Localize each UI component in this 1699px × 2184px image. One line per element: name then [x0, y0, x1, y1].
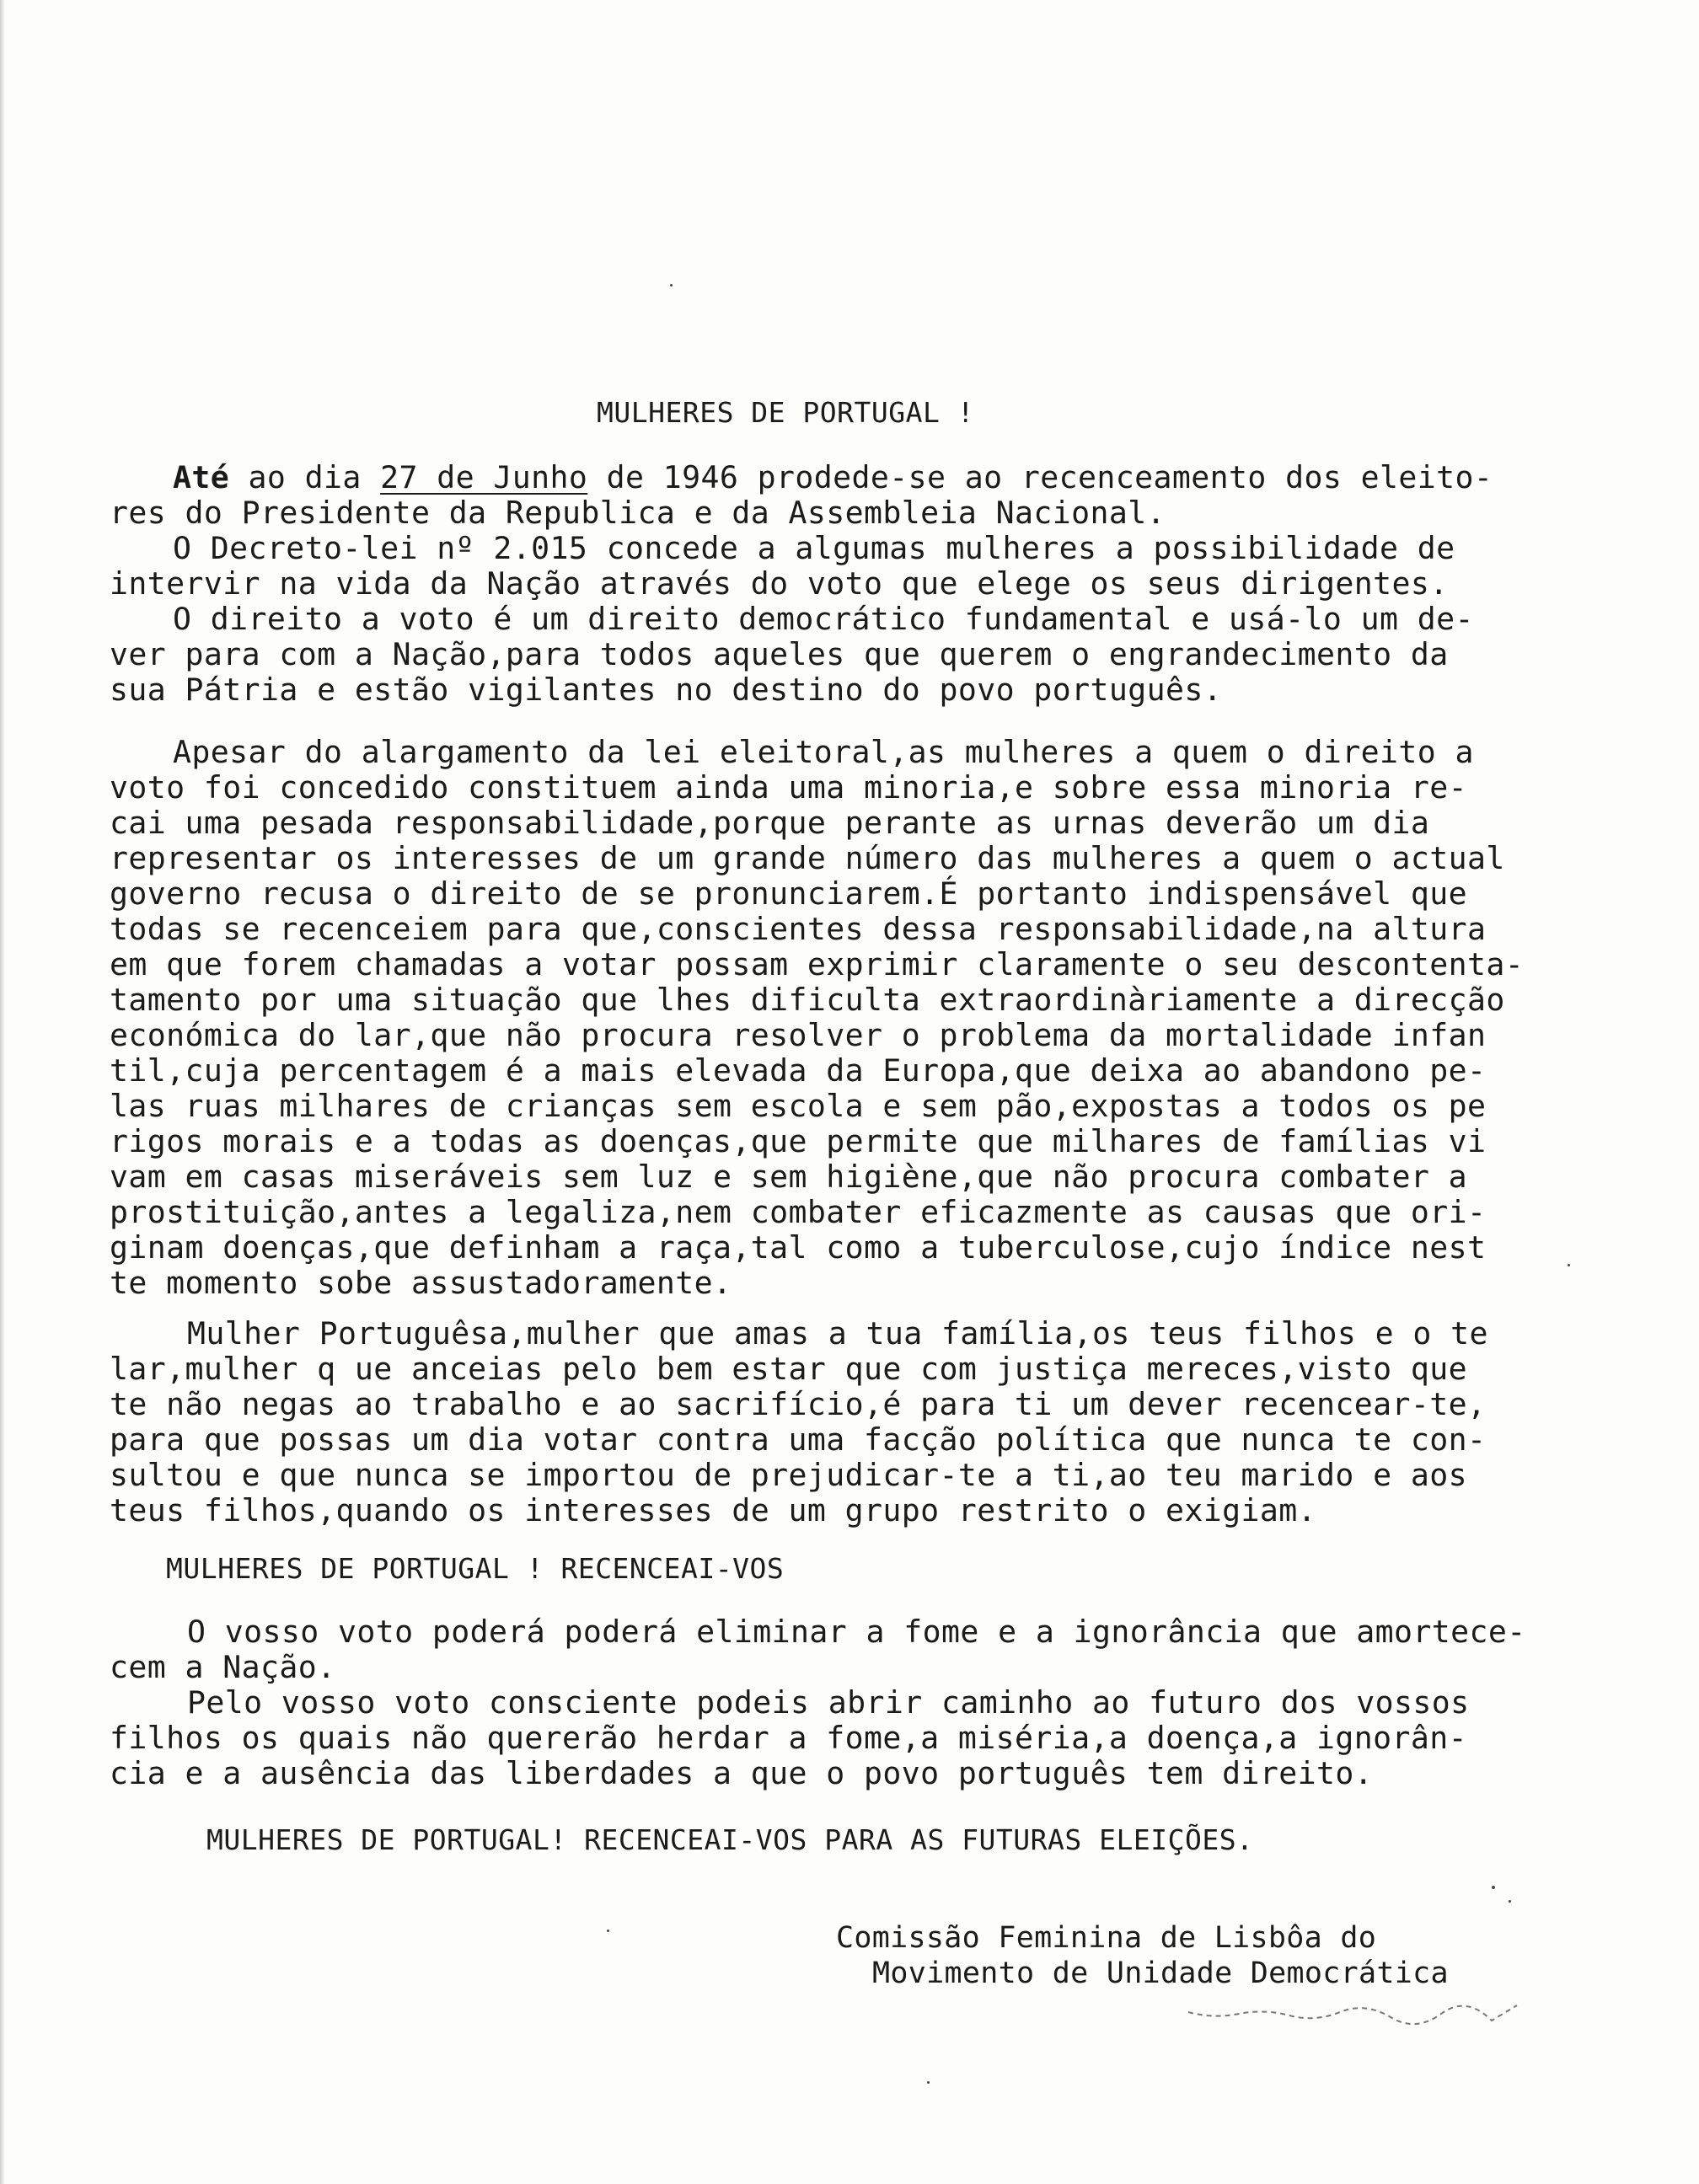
scan-speck	[607, 1930, 609, 1932]
scan-speck	[927, 2081, 930, 2084]
text-line: filhos os quais não quererão herdar a fome,a miséria,a doença,a ignorân-	[110, 1720, 1467, 1756]
text-line: Apesar do alargamento da lei eleitoral,as mulheres a quem o direito a	[173, 734, 1474, 770]
text-line: voto foi concedido constituem ainda uma minoria,e sobre essa minoria re-	[110, 769, 1467, 806]
date-underlined: 27 de Junho	[380, 459, 588, 495]
text-line: ver para com a Nação,para todos aqueles que querem o engrandecimento da	[110, 636, 1449, 672]
text-line: para que possas um dia votar contra uma facção política que nunca te con-	[110, 1421, 1487, 1458]
text-line: cem a Nação.	[110, 1649, 336, 1685]
text-line: todas se recenceiem para que,conscientes dessa responsabilidade,na altura	[110, 911, 1487, 947]
text-line: cai uma pesada responsabilidade,porque perante as urnas deverão um dia	[110, 805, 1430, 841]
text-line: ginam doenças,que definham a raça,tal como a tuberculose,cujo índice nest	[110, 1229, 1487, 1266]
text-line: te momento sobe assustadoramente.	[110, 1265, 732, 1301]
document-title: MULHERES DE PORTUGAL !	[597, 396, 975, 429]
text-line: tamento por uma situação que lhes dificulta extraordinàriamente a direcção	[110, 982, 1505, 1018]
text-line: vam em casas miseráveis sem luz e sem higiène,que não procura combater a	[110, 1159, 1467, 1195]
text-line: económica do lar,que não procura resolver o problema da mortalidade infan	[110, 1017, 1487, 1053]
signature-scribble	[1180, 1995, 1534, 2029]
text-line: O Decreto-lei nº 2.015 concede a algumas mulheres a possibilidade de	[173, 530, 1455, 566]
text-line: til,cuja percentagem é a mais elevada da Europa,que deixa ao abandono pe-	[110, 1052, 1487, 1089]
text-line: O direito a voto é um direito democrático fundamental e usá-lo um de-	[173, 601, 1474, 637]
text-line: Pelo vosso voto consciente podeis abrir caminho ao futuro dos vossos	[187, 1684, 1470, 1721]
text-line: em que forem chamadas a votar possam exprimir claramente o seu descontenta-	[110, 946, 1525, 982]
text-line: sua Pátria e estão vigilantes no destino do povo português.	[110, 672, 1223, 708]
scan-speck	[1509, 1900, 1511, 1903]
text-line: O vosso voto poderá poderá eliminar a fome e a ignorância que amortece-	[187, 1614, 1526, 1650]
text-line: representar os interesses de um grande número das mulheres a quem o actual	[110, 840, 1505, 876]
text-line: rigos morais e a todas as doenças,que permite que milhares de famílias vi	[110, 1123, 1487, 1159]
text-line: Mulher Portuguêsa,mulher que amas a tua família,os teus filhos e o te	[187, 1315, 1488, 1352]
signature-line-2: Movimento de Unidade Democrática	[872, 1956, 1449, 1990]
text-line: res do Presidente da Republica e da Assembleia Nacional.	[110, 495, 1166, 531]
text-line: cia e a ausência das liberdades a que o povo português tem direito.	[110, 1755, 1374, 1791]
text-line: lar,mulher q ue anceias pelo bem estar que com justiça mereces,visto que	[110, 1351, 1467, 1387]
text-line: governo recusa o direito de se pronunciarem.É portanto indispensável que	[110, 875, 1467, 912]
text-line	[173, 459, 1493, 495]
text-line: las ruas milhares de crianças sem escola e sem pão,expostas a todos os pe	[110, 1088, 1487, 1124]
text-line: prostituição,antes a legaliza,nem combater eficazmente as causas que ori-	[110, 1194, 1487, 1230]
scan-speck	[1568, 1264, 1570, 1266]
text-line: intervir na vida da Nação através do voto que elege os seus dirigentes.	[110, 565, 1449, 602]
scan-edge	[0, 0, 5, 2184]
text-span: ao dia	[229, 459, 381, 495]
text-span: de 1946 prodede-se ao recenceamento dos eleito-	[587, 459, 1493, 495]
call-future-elections: MULHERES DE PORTUGAL! RECENCEAI-VOS PARA AS FUTURAS ELEIÇÕES.	[206, 1823, 1254, 1856]
scan-speck	[1492, 1886, 1495, 1889]
text-line: te não negas ao trabalho e ao sacrifício,é para ti um dever recencear-te,	[110, 1386, 1487, 1422]
text-line: sultou e que nunca se importou de prejudicar-te a ti,ao teu marido e aos	[110, 1457, 1467, 1493]
text-span: Até	[173, 459, 230, 495]
text-line: teus filhos,quando os interesses de um grupo restrito o exigiam.	[110, 1492, 1316, 1528]
call-to-register: MULHERES DE PORTUGAL ! RECENCEAI-VOS	[166, 1552, 785, 1585]
scan-speck	[670, 284, 673, 286]
signature-line-1: Comissão Feminina de Lisbôa do	[836, 1921, 1377, 1955]
